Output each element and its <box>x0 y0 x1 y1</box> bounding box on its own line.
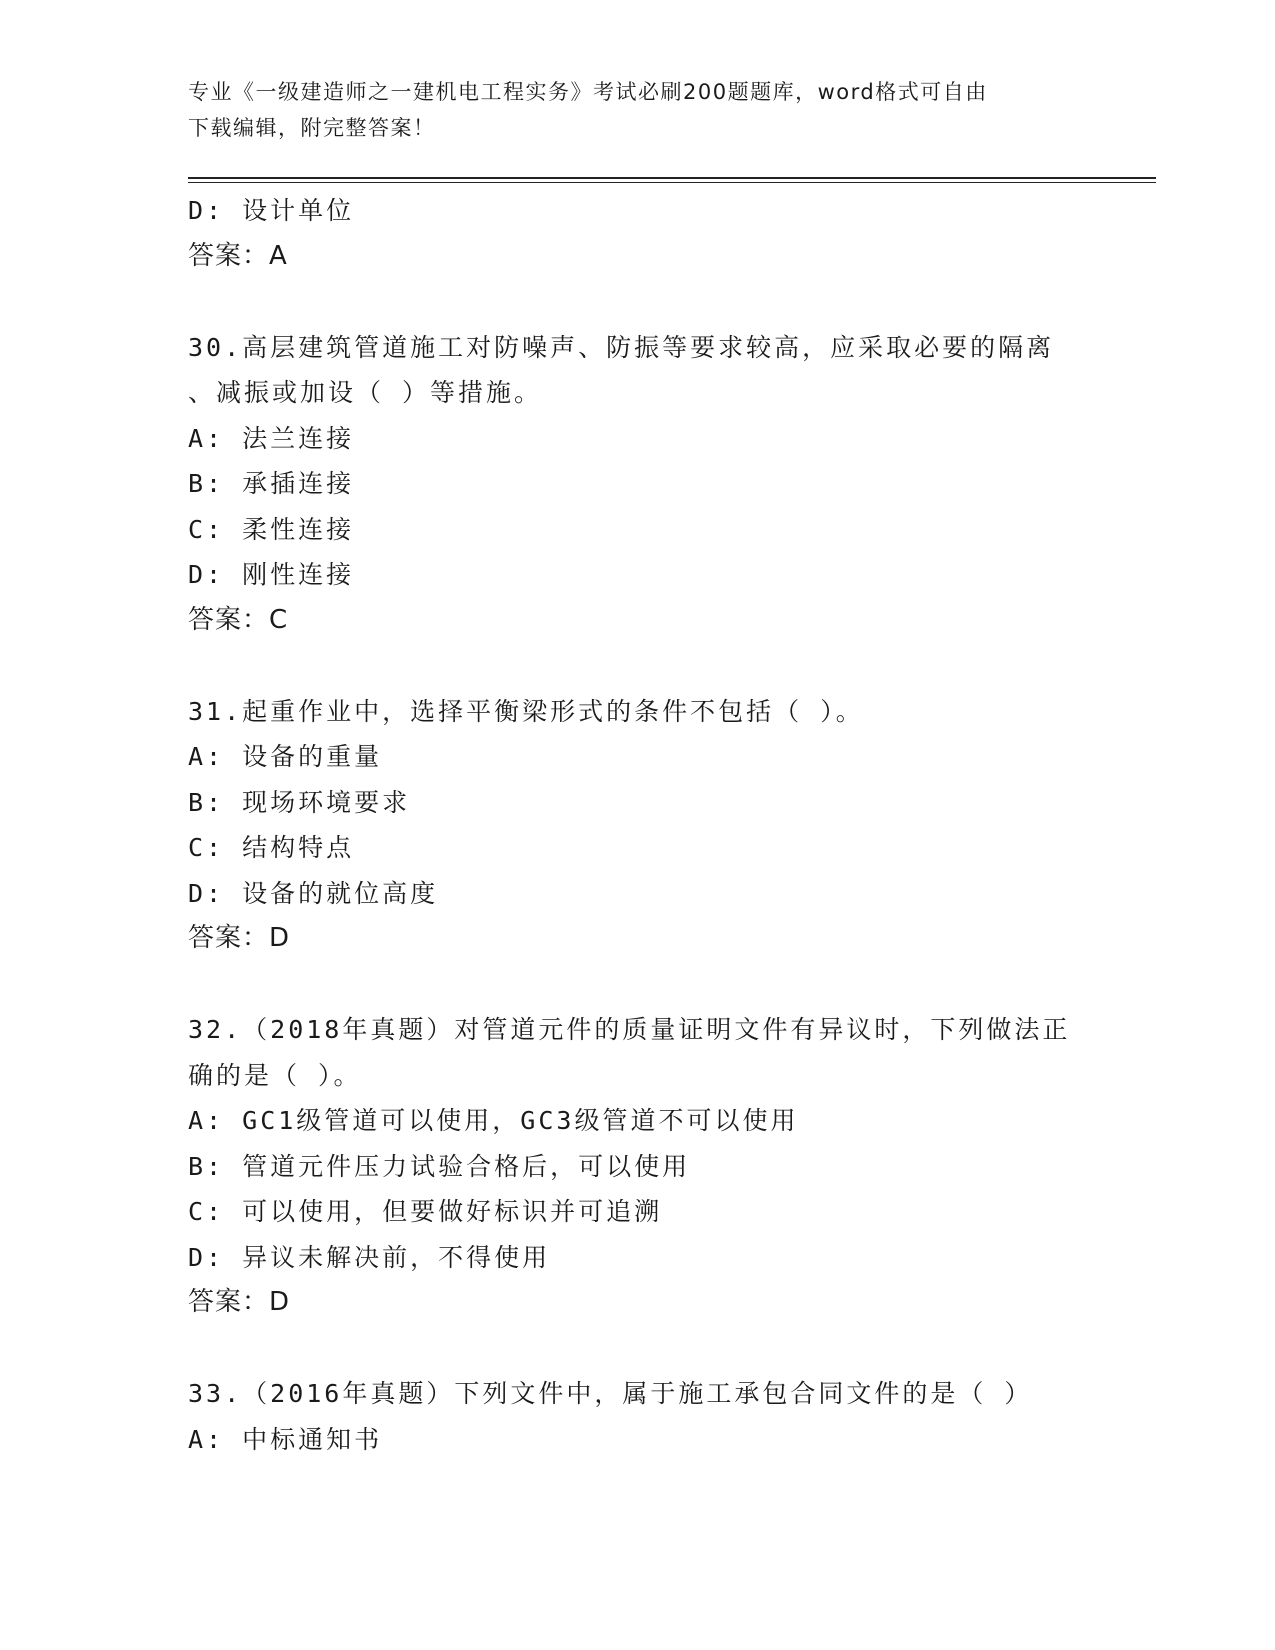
option-a: A: 设备的重量 <box>188 742 383 771</box>
answer-line: 答案：D <box>188 923 291 953</box>
option-d: D: 设计单位 <box>188 196 355 225</box>
option-a: A: GC1级管道可以使用，GC3级管道不可以使用 <box>188 1106 799 1135</box>
answer-line: 答案：A <box>188 240 288 271</box>
option-d: D: 设备的就位高度 <box>188 878 439 908</box>
header-divider-thick <box>188 177 1156 179</box>
question-stem: 33.（2016年真题）下列文件中，属于施工承包合同文件的是（ ） <box>188 1379 1033 1408</box>
question-content <box>188 188 1088 1462</box>
question-30 <box>188 325 1088 644</box>
answer-line: 答案：C <box>188 604 289 635</box>
question-31 <box>188 689 1088 962</box>
question-32 <box>188 1007 1088 1326</box>
option-b: B: 承插连接 <box>188 469 355 498</box>
question-stem: 30.高层建筑管道施工对防噪声、防振等要求较高，应采取必要的隔离 <box>188 332 1055 362</box>
option-c: C: 可以使用，但要做好标识并可追溯 <box>188 1197 663 1226</box>
question-stem-continued: 、减振或加设（ ）等措施。 <box>188 378 543 407</box>
header-line-1: 专业《一级建造师之一建机电工程实务》考试必刷200题题库，word格式可自由 <box>188 80 988 104</box>
option-d: D: 刚性连接 <box>188 560 355 589</box>
spacer <box>188 279 1088 325</box>
document-header <box>188 74 1068 146</box>
question-33 <box>188 1371 1088 1462</box>
spacer <box>188 643 1088 689</box>
question-stem-continued: 确的是（ ）。 <box>188 1060 362 1090</box>
option-b: B: 现场环境要求 <box>188 787 411 817</box>
spacer <box>188 1326 1088 1372</box>
option-c: C: 结构特点 <box>188 833 355 862</box>
question-stem: 32.（2018年真题）对管道元件的质量证明文件有异议时，下列做法正 <box>188 1015 1071 1044</box>
header-divider-thin <box>188 182 1156 183</box>
option-d: D: 异议未解决前，不得使用 <box>188 1242 551 1272</box>
header-line-2: 下载编辑，附完整答案！ <box>188 116 436 140</box>
question-stem: 31.起重作业中，选择平衡梁形式的条件不包括（ ）。 <box>188 696 864 726</box>
spacer <box>188 962 1088 1008</box>
answer-line: 答案：D <box>188 1287 291 1317</box>
option-c: C: 柔性连接 <box>188 514 355 544</box>
previous-question-tail <box>188 188 1088 279</box>
option-b: B: 管道元件压力试验合格后，可以使用 <box>188 1151 691 1181</box>
option-a: A: 中标通知书 <box>188 1424 383 1454</box>
option-a: A: 法兰连接 <box>188 423 355 453</box>
